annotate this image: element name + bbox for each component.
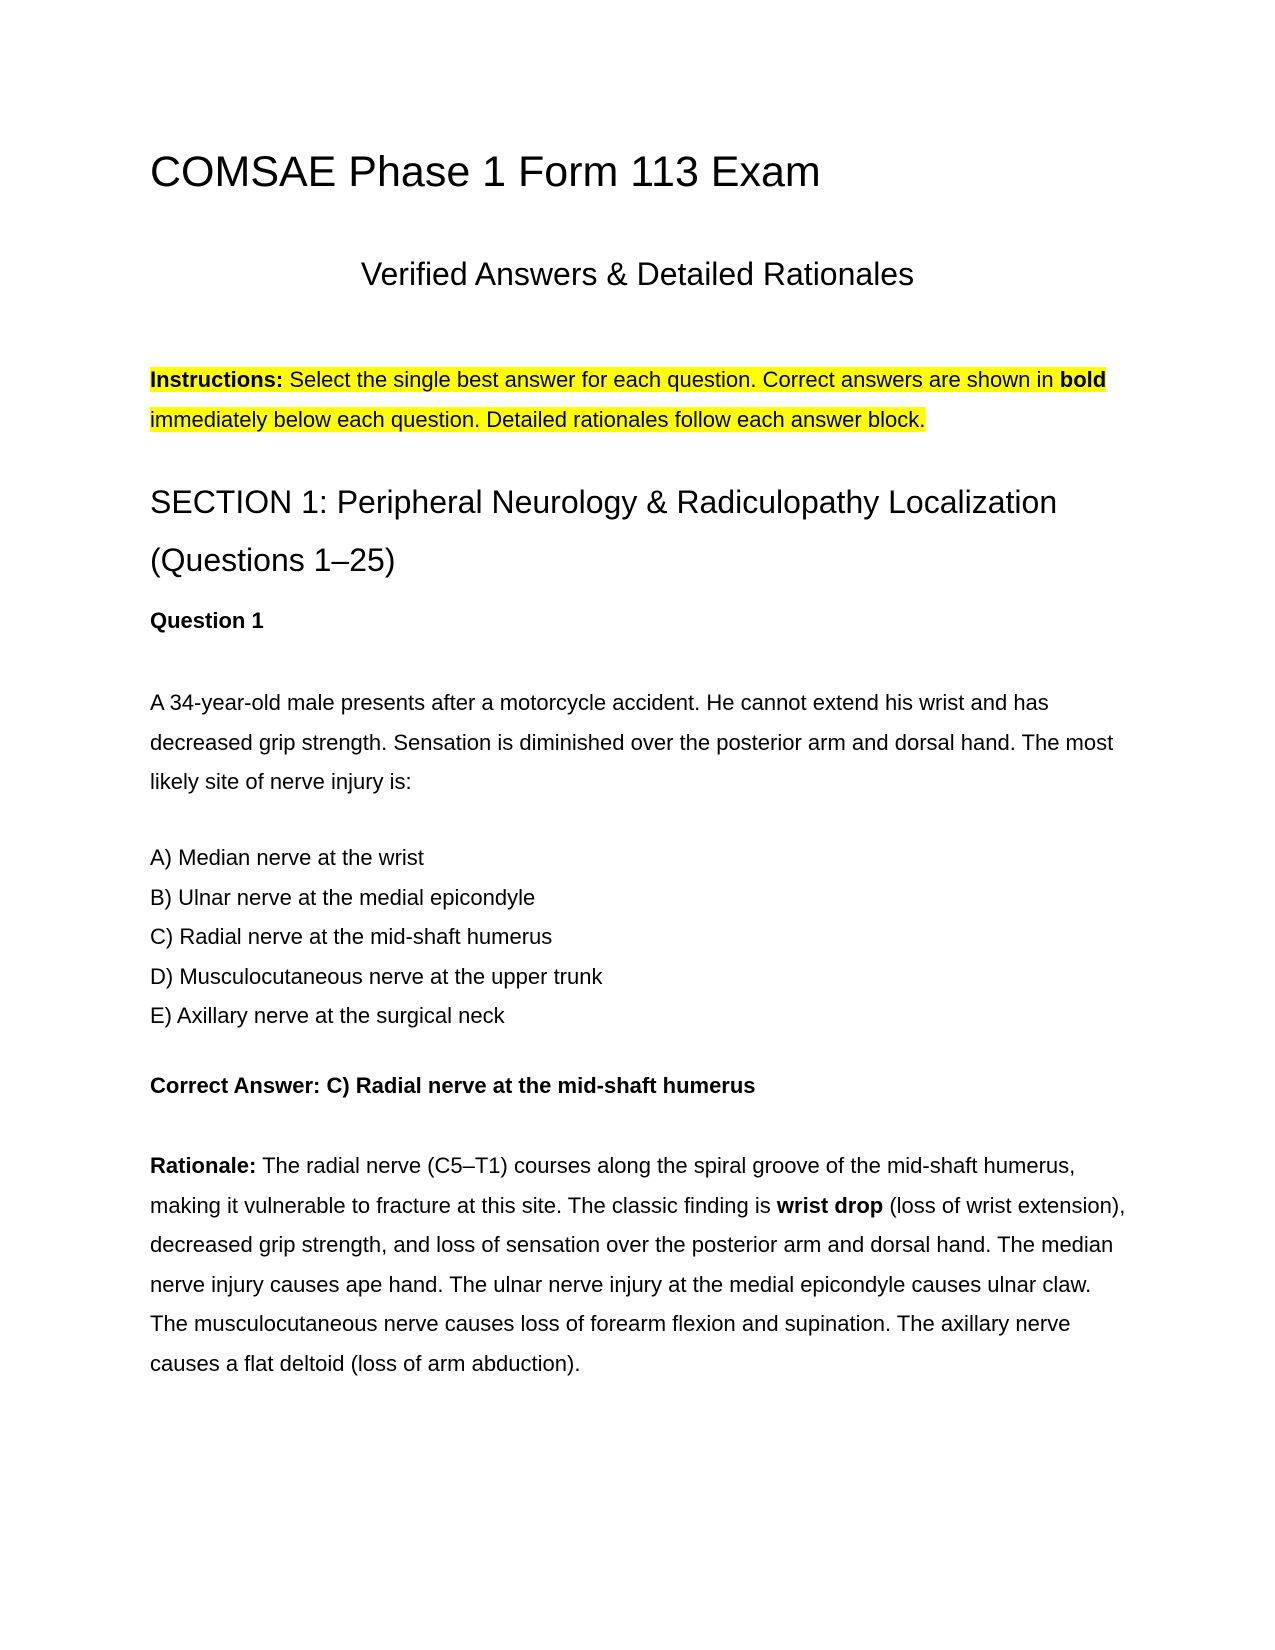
instructions-bold-word: bold: [1059, 367, 1107, 392]
instructions-text-1: Select the single best answer for each question. Correct answers are shown in: [283, 367, 1060, 392]
instructions-label: Instructions:: [150, 367, 284, 392]
instructions-highlight: [150, 367, 1106, 432]
answer-options: [150, 838, 602, 1036]
option-c: C) Radial nerve at the mid-shaft humerus: [150, 924, 553, 949]
instructions-paragraph: [150, 360, 1120, 440]
option-e: E) Axillary nerve at the surgical neck: [150, 1003, 505, 1028]
option-a: A) Median nerve at the wrist: [150, 845, 424, 870]
rationale-label: Rationale:: [150, 1153, 257, 1178]
option-d: D) Musculocutaneous nerve at the upper trunk: [150, 963, 603, 989]
document-title: COMSAE Phase 1 Form 113 Exam: [150, 148, 821, 196]
rationale-text-1: The radial nerve (C5–T1) courses along the spiral groove of the mid-shaft humerus, making it vulnerable to fracture at this site. The classic finding is: [150, 1153, 1076, 1218]
question-stem: A 34-year-old male presents after a motorcycle accident. He cannot extend his wrist and has decreased grip strength. Sensation is diminished over the posterior arm and dorsal hand. The most likely site of nerve injury is:: [150, 690, 1114, 794]
correct-answer: Correct Answer: C) Radial nerve at the mid-shaft humerus: [150, 1073, 756, 1098]
option-b: B) Ulnar nerve at the medial epicondyle: [150, 884, 536, 910]
section-heading: SECTION 1: Peripheral Neurology & Radiculopathy Localization (Questions 1–25): [150, 484, 1058, 578]
rationale-text-2: (loss of wrist extension), decreased grip strength, and loss of sensation over the posterior arm and dorsal hand. The median nerve injury causes ape hand. The ulnar nerve injury at the medial epicondyle causes ulnar claw. The musculocutaneous nerve causes loss of forearm flexion and supination. The axillary nerve causes a flat deltoid (loss of arm abduction).: [150, 1192, 1126, 1376]
question-heading: Question 1: [150, 608, 264, 633]
document-subtitle: Verified Answers & Detailed Rationales: [360, 256, 915, 292]
instructions-text-2: immediately below each question. Detailed rationales follow each answer block.: [150, 407, 926, 432]
rationale-paragraph: [150, 1146, 1130, 1383]
rationale-bold-term: wrist drop: [776, 1192, 884, 1218]
